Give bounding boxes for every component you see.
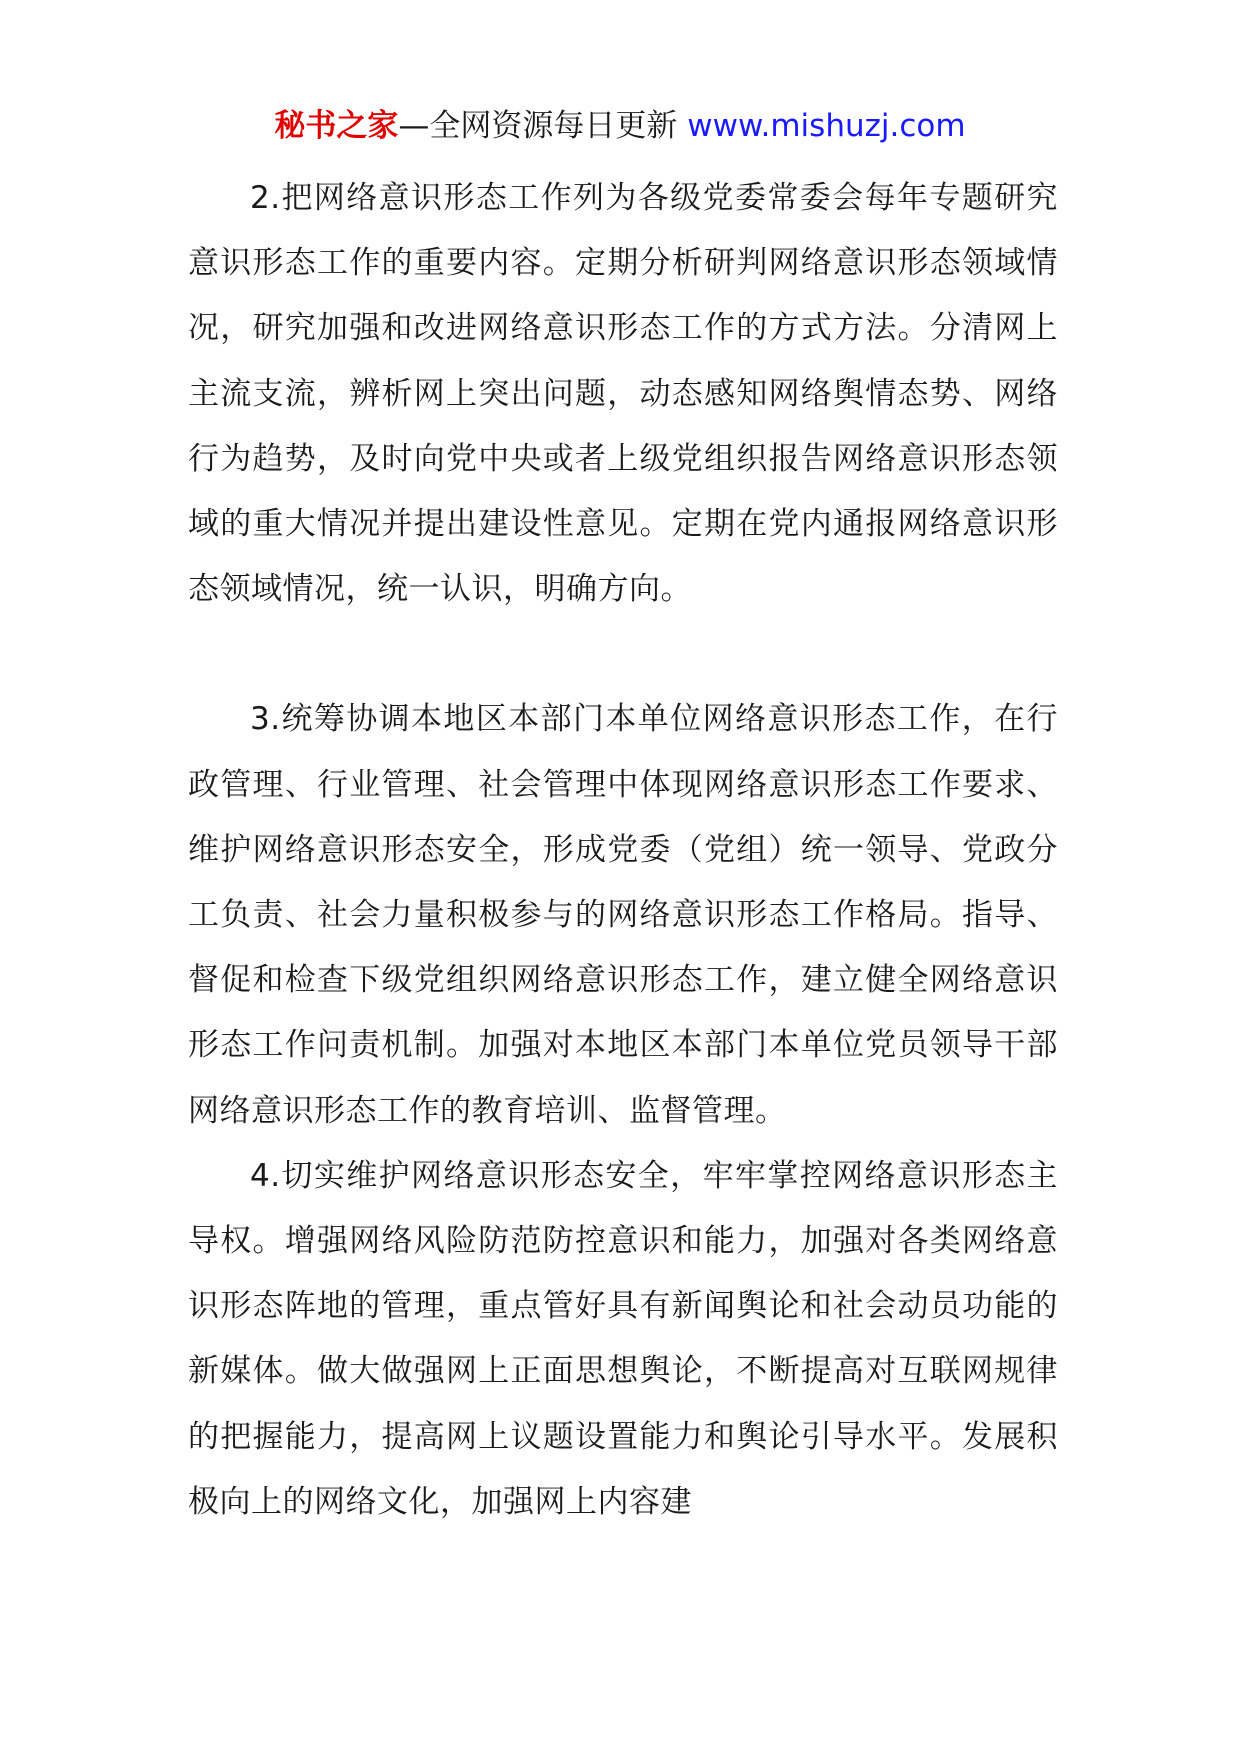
paragraph-2: 2.把网络意识形态工作列为各级党委常委会每年专题研究意识形态工作的重要内容。定期分析研判网络意识形态领域情况，研究加强和改进网络意识形态工作的方式方法。分清网上主流支流，辨析网上突出问题，动态感知网络舆情态势、网络行为趋势，及时向党中央或者上级党组织报告网络意识形态领域的重大情况并提出建设性意见。定期在党内通报网络意识形态领域情况，统一认识，明确方向。 bbox=[188, 180, 1058, 608]
site-url-link[interactable]: www.mishuzj.com bbox=[687, 108, 966, 144]
paragraph-3: 3.统筹协调本地区本部门本单位网络意识形态工作，在行政管理、行业管理、社会管理中体现网络意识形态工作要求、维护网络意识形态安全，形成党委（党组）统一领导、党政分工负责、社会力量积极参与的网络意识形态工作格局。指导、督促和检查下级党组织网络意识形态工作，建立健全网络意识形态工作问责机制。加强对本地区本部门本单位党员领导干部网络意识形态工作的教育培训、监督管理。 bbox=[188, 701, 1058, 1129]
brand-name: 秘书之家 bbox=[274, 108, 399, 144]
site-header bbox=[0, 104, 1240, 148]
header-tagline: —全网资源每日更新 bbox=[398, 108, 688, 144]
paragraph-4: 4.切实维护网络意识形态安全，牢牢掌控网络意识形态主导权。增强网络风险防范防控意识和能力，加强对各类网络意识形态阵地的管理，重点管好具有新闻舆论和社会动员功能的新媒体。做大做强网上正面思想舆论，不断提高对互联网规律的把握能力，提高网上议题设置能力和舆论引导水平。发展积极向上的网络文化，加强网上内容建 bbox=[188, 1157, 1058, 1520]
document-body bbox=[188, 166, 1058, 1535]
